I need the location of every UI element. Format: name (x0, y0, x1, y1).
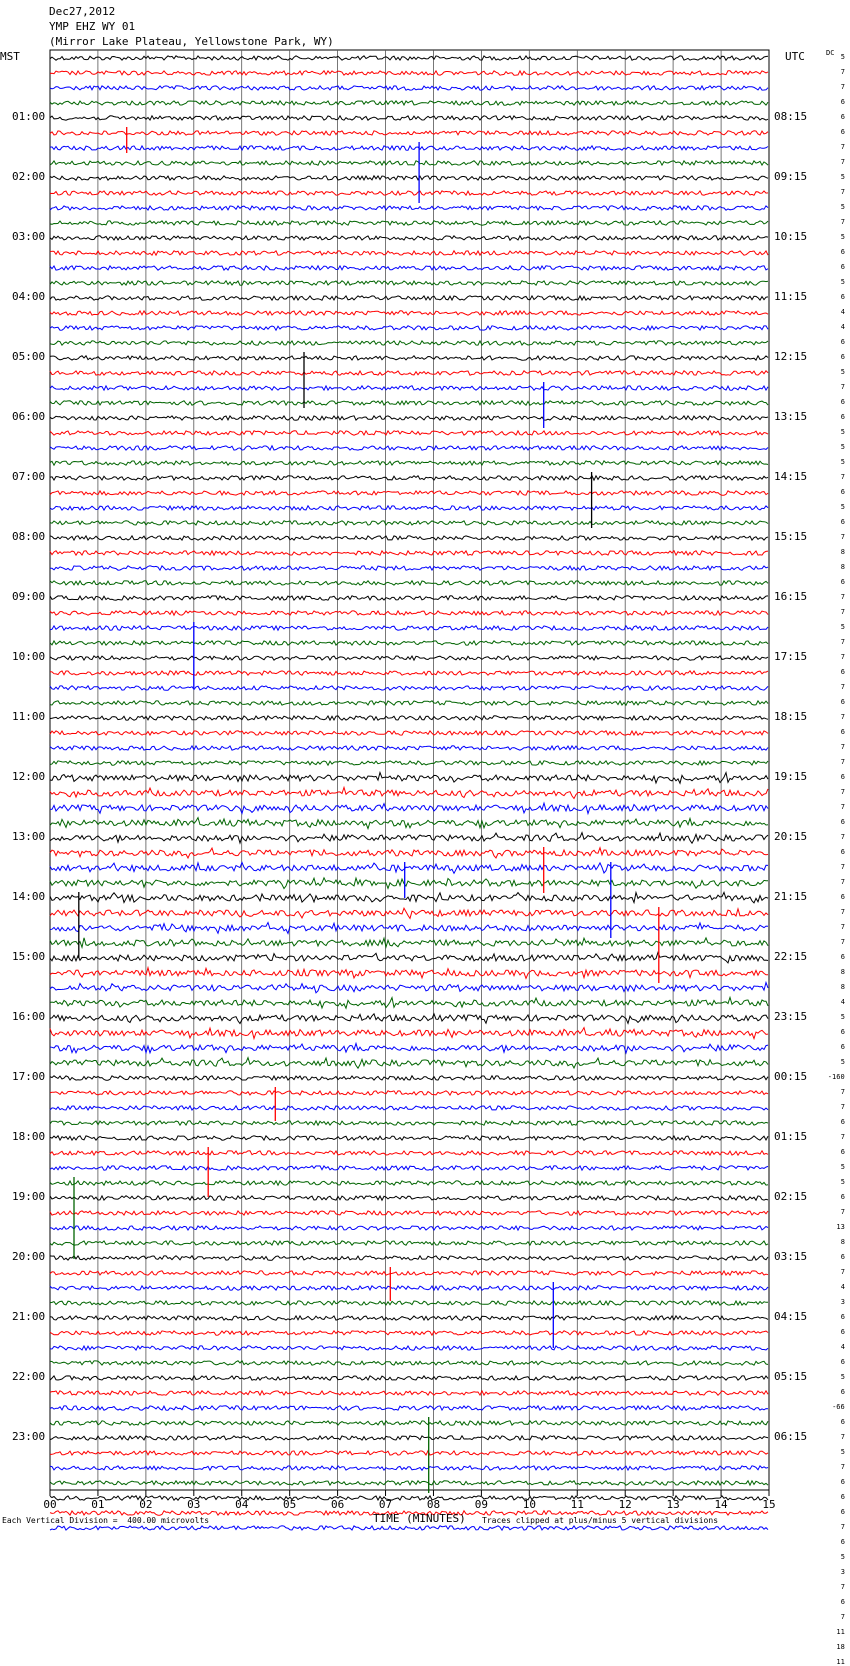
seismic-trace (50, 206, 768, 210)
seismic-trace (50, 671, 768, 675)
seismic-trace (50, 1014, 768, 1024)
dc-offset-value: 7 (840, 158, 845, 166)
dc-offset-value: 6 (840, 953, 845, 961)
dc-offset-value: 4 (840, 308, 845, 316)
x-tick-label: 05 (283, 1498, 297, 1511)
seismic-trace (50, 1028, 768, 1039)
dc-offset-value: 5 (840, 278, 845, 286)
x-tick-label: 02 (139, 1498, 153, 1511)
seismic-trace (50, 1361, 768, 1365)
seismic-trace (50, 1058, 768, 1069)
seismic-trace (50, 1241, 768, 1245)
dc-offset-value: 6 (840, 353, 845, 361)
dc-offset-value: 7 (840, 1208, 845, 1216)
seismic-trace (50, 1271, 768, 1275)
utc-hour-label: 08:15 (774, 110, 808, 123)
seismic-trace (50, 401, 768, 405)
dc-offset-value: 6 (840, 1148, 845, 1156)
dc-offset-value: 7 (840, 878, 845, 886)
mst-hour-label: 01:00 (12, 110, 46, 123)
dc-offset-value: 7 (840, 803, 845, 811)
seismic-trace (50, 1226, 768, 1230)
seismic-trace (50, 341, 768, 345)
seismic-trace (50, 761, 768, 765)
plot-date: Dec27,2012 (49, 5, 116, 18)
mst-hour-label: 02:00 (12, 170, 46, 183)
seismic-trace (50, 551, 768, 555)
dc-offset-value: 6 (840, 1328, 845, 1336)
seismic-trace (50, 281, 768, 285)
mst-hour-label: 16:00 (12, 1010, 46, 1023)
dc-offset-value: 4 (840, 1343, 845, 1351)
mst-hour-label: 04:00 (12, 290, 46, 303)
seismic-trace (50, 236, 768, 240)
dc-offset-value: 6 (840, 1358, 845, 1366)
dc-offset-value: 4 (840, 998, 845, 1006)
x-tick-label: 11 (570, 1498, 584, 1511)
dc-offset-value: 7 (840, 533, 845, 541)
seismic-trace (50, 1286, 768, 1290)
seismic-trace (50, 161, 768, 165)
seismic-trace (50, 1136, 768, 1140)
dc-offset-value: 7 (840, 758, 845, 766)
seismic-trace (50, 251, 768, 255)
seismic-trace (50, 787, 768, 798)
seismic-trace (50, 1106, 768, 1110)
dc-offset-value: 6 (840, 518, 845, 526)
dc-offset-value: 5 (840, 428, 845, 436)
mst-hour-label: 20:00 (12, 1250, 46, 1263)
mst-hour-label: 10:00 (12, 650, 46, 663)
seismic-trace (50, 686, 768, 690)
dc-offset-value: -66 (832, 1403, 845, 1411)
seismic-trace (50, 131, 768, 135)
seismic-trace (50, 863, 768, 874)
dc-offset-value: 6 (840, 1493, 845, 1501)
seismic-trace (50, 296, 768, 300)
dc-offset-value: 6 (840, 848, 845, 856)
dc-offset-value: 7 (840, 68, 845, 76)
utc-hour-label: 11:15 (774, 290, 808, 303)
mst-hour-label: 12:00 (12, 770, 46, 783)
mst-hour-label: 18:00 (12, 1130, 46, 1143)
x-tick-label: 10 (522, 1498, 536, 1511)
seismic-trace (50, 446, 768, 450)
utc-hour-label: 04:15 (774, 1310, 808, 1323)
dc-offset-value: 6 (840, 728, 845, 736)
dc-offset-value: 6 (840, 248, 845, 256)
utc-hour-label: 19:15 (774, 770, 808, 783)
mst-hour-label: 11:00 (12, 710, 46, 723)
seismic-trace (50, 908, 768, 918)
seismic-trace (50, 146, 768, 150)
dc-offset-value: 6 (840, 98, 845, 106)
x-tick-label: 09 (474, 1498, 489, 1511)
dc-offset-value: 7 (840, 1433, 845, 1441)
dc-offset-value: 5 (840, 173, 845, 181)
seismic-trace (50, 461, 768, 465)
seismic-trace (50, 1346, 768, 1350)
dc-offset-value: 7 (840, 683, 845, 691)
dc-offset-value: 6 (840, 1313, 845, 1321)
seismic-trace (50, 356, 768, 360)
mst-hour-label: 23:00 (12, 1430, 46, 1443)
utc-hour-label: 06:15 (774, 1430, 808, 1443)
dc-offset-value: 3 (840, 1298, 845, 1306)
dc-offset-value: 7 (840, 1523, 845, 1531)
dc-offset-value: 7 (840, 1268, 845, 1276)
mst-hour-label: 09:00 (12, 590, 46, 603)
seismic-trace (50, 326, 768, 330)
dc-offset-value: 6 (840, 698, 845, 706)
utc-hour-label: 02:15 (774, 1190, 808, 1203)
dc-axis-title: DC (826, 49, 835, 57)
x-axis-ticks (43, 1490, 775, 1511)
dc-offset-value: 7 (840, 1088, 845, 1096)
dc-offset-value: 7 (840, 863, 845, 871)
seismic-trace (50, 731, 768, 735)
dc-offset-value: 6 (840, 338, 845, 346)
utc-hour-label: 03:15 (774, 1250, 808, 1263)
dc-offset-value: 6 (840, 488, 845, 496)
seismic-trace (50, 431, 768, 435)
dc-offset-value: 6 (840, 578, 845, 586)
dc-offset-value: 7 (840, 1103, 845, 1111)
seismic-trace (50, 611, 768, 615)
seismic-trace (50, 997, 768, 1008)
dc-offset-value: 5 (840, 1373, 845, 1381)
dc-offset-value: 6 (840, 1388, 845, 1396)
dc-offset-value: 7 (840, 938, 845, 946)
seismic-trace (50, 116, 768, 120)
seismic-trace (50, 1406, 768, 1410)
seismic-trace (50, 1481, 768, 1485)
mst-hour-label: 05:00 (12, 350, 46, 363)
seismic-trace (50, 1166, 768, 1170)
dc-offset-value: 6 (840, 263, 845, 271)
utc-hour-label: 00:15 (774, 1070, 808, 1083)
seismic-trace (50, 476, 768, 480)
seismic-trace (50, 386, 768, 390)
mst-hour-label: 13:00 (12, 830, 46, 843)
seismic-trace (50, 311, 768, 315)
seismic-trace (50, 923, 768, 934)
seismic-trace (50, 371, 768, 375)
seismic-trace (50, 1451, 768, 1455)
dc-offset-value: 5 (840, 458, 845, 466)
dc-offset-value: 7 (840, 1613, 845, 1621)
seismic-trace (50, 221, 768, 225)
dc-offset-value: 7 (840, 83, 845, 91)
dc-offset-value: 7 (840, 593, 845, 601)
dc-offset-value: 7 (840, 788, 845, 796)
dc-offset-value: 5 (840, 1553, 845, 1561)
seismic-trace (50, 536, 768, 540)
dc-offset-value: 5 (840, 53, 845, 61)
seismic-trace (50, 1466, 768, 1470)
seismic-trace (50, 1376, 768, 1380)
clip-note: Traces clipped at plus/minus 5 vertical divisions (482, 1516, 719, 1525)
dc-offset-value: 6 (840, 668, 845, 676)
seismic-trace (50, 641, 768, 645)
dc-offset-value: 6 (840, 113, 845, 121)
seismic-trace (50, 266, 768, 270)
dc-offset-value: 7 (840, 1463, 845, 1471)
dc-offset-value: 6 (840, 893, 845, 901)
dc-offset-value: 6 (840, 773, 845, 781)
dc-offset-value: 11 (836, 1628, 845, 1636)
station-location: (Mirror Lake Plateau, Yellowstone Park, WY) (49, 35, 334, 48)
seismic-trace (50, 416, 768, 420)
dc-offset-value: 7 (840, 188, 845, 196)
dc-offset-value: 8 (840, 968, 845, 976)
dc-offset-value: 6 (840, 1598, 845, 1606)
seismic-trace (50, 71, 768, 75)
seismic-trace (50, 1316, 768, 1320)
seismic-trace (50, 1196, 768, 1200)
x-tick-label: 04 (235, 1498, 249, 1511)
dc-offset-value: 8 (840, 548, 845, 556)
seismic-trace (50, 968, 768, 979)
dc-offset-value: 7 (840, 218, 845, 226)
utc-hour-label: 22:15 (774, 950, 808, 963)
dc-offset-value: 5 (840, 1163, 845, 1171)
utc-hour-label: 17:15 (774, 650, 808, 663)
dc-offset-value: 5 (840, 233, 845, 241)
dc-offset-value: 8 (840, 563, 845, 571)
mst-hour-label: 14:00 (12, 890, 46, 903)
seismic-trace (50, 626, 768, 630)
station-code: YMP EHZ WY 01 (49, 20, 136, 33)
utc-hour-label: 16:15 (774, 590, 808, 603)
dc-offset-value: 8 (840, 983, 845, 991)
dc-offset-value: 4 (840, 1283, 845, 1291)
utc-hour-label: 10:15 (774, 230, 808, 243)
seismic-trace (50, 1391, 768, 1395)
seismic-trace (50, 1496, 768, 1500)
seismic-trace (50, 1121, 768, 1125)
seismic-trace (50, 1076, 768, 1080)
mst-hour-label: 07:00 (12, 470, 46, 483)
dc-offset-value: 6 (840, 293, 845, 301)
seismic-trace (50, 596, 768, 600)
dc-offset-value: 5 (840, 203, 845, 211)
dc-offset-value: 7 (840, 908, 845, 916)
seismic-trace (50, 818, 768, 829)
seismic-trace (50, 878, 768, 889)
utc-hour-label: 01:15 (774, 1130, 808, 1143)
mst-hour-label: 22:00 (12, 1370, 46, 1383)
seismic-trace (50, 521, 768, 525)
seismic-trace (50, 56, 768, 60)
mst-hour-label: 19:00 (12, 1190, 46, 1203)
dc-offset-value: -160 (827, 1073, 845, 1081)
dc-offset-value: 7 (840, 923, 845, 931)
dc-offset-value: 7 (840, 743, 845, 751)
seismic-trace (50, 656, 768, 660)
seismic-trace (50, 833, 768, 844)
dc-offset-value: 6 (840, 398, 845, 406)
seismic-traces (50, 56, 768, 1534)
dc-offset-value: 6 (840, 1538, 845, 1546)
seismic-trace (50, 983, 768, 993)
utc-hour-label: 13:15 (774, 410, 808, 423)
seismic-trace (50, 581, 768, 585)
seismic-trace (50, 716, 768, 720)
seismic-trace (50, 773, 768, 784)
utc-axis-title: UTC (785, 50, 805, 63)
seismic-trace (50, 848, 768, 858)
dc-offset-value: 6 (840, 1193, 845, 1201)
utc-hour-label: 12:15 (774, 350, 808, 363)
dc-offset-value: 6 (840, 1028, 845, 1036)
dc-offset-value: 6 (840, 1508, 845, 1516)
dc-offset-value: 6 (840, 128, 845, 136)
x-tick-label: 08 (426, 1498, 441, 1511)
dc-offset-value: 6 (840, 1418, 845, 1426)
x-tick-label: 14 (714, 1498, 728, 1511)
dc-offset-value: 7 (840, 608, 845, 616)
utc-hour-label: 05:15 (774, 1370, 808, 1383)
x-tick-label: 15 (762, 1498, 776, 1511)
x-tick-label: 06 (330, 1498, 345, 1511)
seismic-trace (50, 1044, 768, 1054)
dc-offset-value: 4 (840, 323, 845, 331)
dc-offset-value: 7 (840, 638, 845, 646)
scale-note: Each Vertical Division = 400.00 microvolts (2, 1516, 210, 1525)
utc-hour-label: 15:15 (774, 530, 808, 543)
dc-offset-value: 7 (840, 713, 845, 721)
mst-hour-label: 06:00 (12, 410, 46, 423)
utc-hour-label: 18:15 (774, 710, 808, 723)
seismic-trace (50, 938, 768, 948)
x-tick-label: 01 (91, 1498, 105, 1511)
dc-offset-value: 5 (840, 443, 845, 451)
x-tick-label: 07 (378, 1498, 393, 1511)
dc-offset-value: 8 (840, 1238, 845, 1246)
seismic-trace (50, 1256, 768, 1260)
seismic-trace (50, 1211, 768, 1215)
seismic-trace (50, 1091, 768, 1095)
x-axis-title: TIME (MINUTES) (373, 1512, 466, 1525)
dc-offset-value: 7 (840, 1133, 845, 1141)
dc-offset-value: 6 (840, 1043, 845, 1051)
seismic-trace (50, 1181, 768, 1185)
dc-offset-value: 5 (840, 1178, 845, 1186)
dc-offset-value: 7 (840, 653, 845, 661)
x-tick-label: 00 (43, 1498, 57, 1511)
utc-hour-label: 14:15 (774, 470, 808, 483)
seismic-trace (50, 952, 768, 963)
dc-offset-value: 6 (840, 413, 845, 421)
mst-hour-label: 21:00 (12, 1310, 46, 1323)
seismic-trace (50, 176, 768, 180)
dc-offset-value: 5 (840, 1013, 845, 1021)
seismic-trace (50, 191, 768, 195)
seismic-trace (50, 86, 768, 90)
seismic-trace (50, 746, 768, 750)
dc-offset-value: 6 (840, 1253, 845, 1261)
seismic-trace (50, 566, 768, 570)
dc-offset-value: 7 (840, 383, 845, 391)
dc-offset-value: 11 (836, 1658, 845, 1666)
event-spikes (74, 127, 707, 1534)
utc-hour-label: 21:15 (774, 890, 808, 903)
seismic-trace (50, 491, 768, 495)
dc-offset-value: 7 (840, 143, 845, 151)
seismic-trace (50, 1151, 768, 1155)
seismic-trace (50, 1421, 768, 1425)
seismic-trace (50, 1436, 768, 1440)
dc-offset-value: 18 (836, 1643, 845, 1651)
dc-offset-value: 5 (840, 1058, 845, 1066)
mst-hour-label: 08:00 (12, 530, 46, 543)
dc-offset-value: 13 (836, 1223, 845, 1231)
utc-hour-label: 09:15 (774, 170, 808, 183)
dc-offset-value: 7 (840, 1583, 845, 1591)
dc-offset-value: 6 (840, 1118, 845, 1126)
seismic-trace (50, 1526, 768, 1530)
seismic-trace (50, 701, 768, 705)
seismic-trace (50, 1301, 768, 1305)
dc-offset-value: 5 (840, 1448, 845, 1456)
dc-offset-value: 5 (840, 368, 845, 376)
dc-offset-value: 5 (840, 503, 845, 511)
dc-offset-value: 3 (840, 1568, 845, 1576)
mst-hour-label: 15:00 (12, 950, 46, 963)
mst-hour-label: 03:00 (12, 230, 46, 243)
x-tick-label: 03 (187, 1498, 201, 1511)
seismic-trace (50, 1331, 768, 1335)
dc-offset-value: 7 (840, 833, 845, 841)
mst-hour-label: 17:00 (12, 1070, 46, 1083)
mst-axis-title: MST (0, 50, 20, 63)
dc-offset-value: 7 (840, 473, 845, 481)
x-tick-label: 13 (666, 1498, 680, 1511)
seismic-trace (50, 803, 768, 813)
dc-offset-value: 6 (840, 818, 845, 826)
utc-hour-label: 23:15 (774, 1010, 808, 1023)
seismic-trace (50, 892, 768, 903)
seismic-trace (50, 101, 768, 105)
seismic-trace (50, 506, 768, 510)
x-tick-label: 12 (618, 1498, 632, 1511)
utc-hour-label: 20:15 (774, 830, 808, 843)
dc-offset-value: 6 (840, 1478, 845, 1486)
dc-offset-value: 5 (840, 623, 845, 631)
